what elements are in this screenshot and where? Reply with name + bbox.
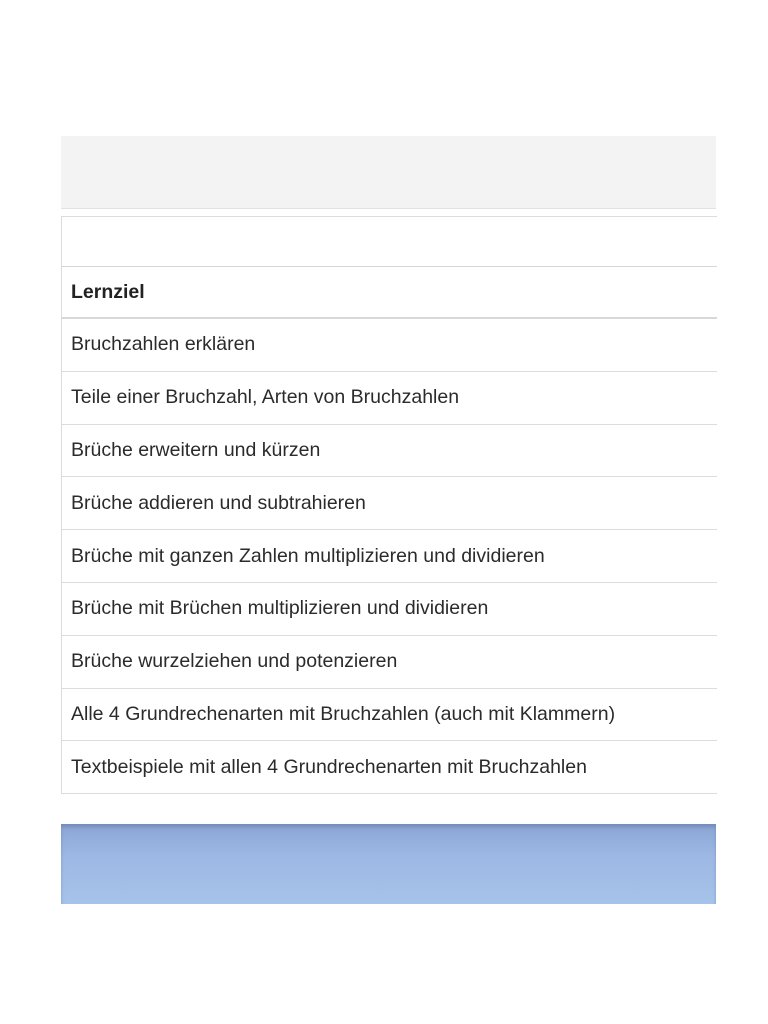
table-row: Brüche erweitern und kürzen xyxy=(62,425,717,478)
table-blank-row xyxy=(62,217,717,267)
table-row: Bruchzahlen erklären xyxy=(62,319,717,372)
table-row: Brüche wurzelziehen und potenzieren xyxy=(62,636,717,689)
table-header-lernziel: Lernziel xyxy=(62,267,717,319)
table-row: Teile einer Bruchzahl, Arten von Bruchzahlen xyxy=(62,372,717,425)
table-row: Brüche mit Brüchen multiplizieren und dividieren xyxy=(62,583,717,636)
table-row: Alle 4 Grundrechenarten mit Bruchzahlen (auch mit Klammern) xyxy=(62,689,717,742)
table-row: Brüche addieren und subtrahieren xyxy=(62,477,717,530)
table-row: Brüche mit ganzen Zahlen multiplizieren und dividieren xyxy=(62,530,717,583)
table-row: Textbeispiele mit allen 4 Grundrechenarten mit Bruchzahlen xyxy=(62,741,717,794)
footer-band xyxy=(61,824,716,904)
learning-goals-table xyxy=(61,216,717,794)
header-band xyxy=(61,136,716,209)
